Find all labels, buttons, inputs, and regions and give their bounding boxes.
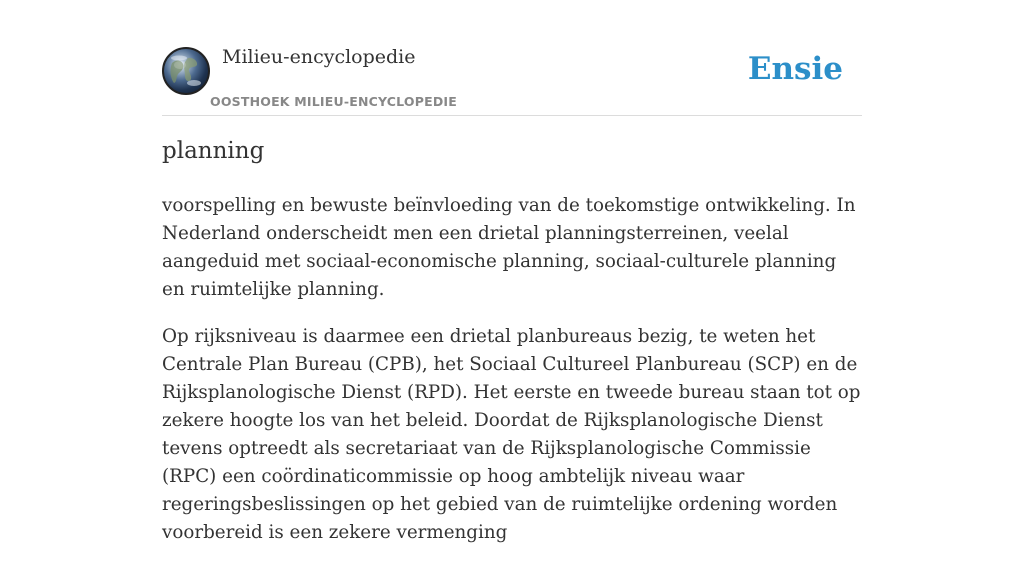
entry-paragraph: Op rijksniveau is daarmee een drietal planbureaus bezig, te weten het Centrale Plan Bureau (CPB), het Sociaal Cultureel Planbureau (SCP) en de Rijksplanologische Dienst (RPD). Het eerste en tweede bureau staan tot op zekere hoogte los van het beleid. Doordat de Rijksplanologische Dienst tevens optreedt als secretariaat van de Rijksplanologische Commissie (RPC) een coördinaticommissie op hoog ambtelijk niveau waar regeringsbeslissingen op het gebied van de ruimtelijke ordening worden voorbereid is een zekere vermenging — [162, 326, 861, 543]
brand-logo[interactable]: Ensie — [747, 51, 843, 87]
earth-globe-icon[interactable] — [162, 47, 210, 95]
entry-paragraph: voorspelling en bewuste beïnvloeding van de toekomstige ontwikkeling. In Nederland onderscheidt men een drietal planningsterreinen, veelal aangeduid met sociaal-economische planning, sociaal-culturele planning en ruimtelijke planning. — [162, 195, 856, 300]
entry-title: planning — [162, 138, 265, 164]
source-subtitle[interactable]: OOSTHOEK MILIEU-ENCYCLOPEDIE — [210, 94, 457, 109]
source-title[interactable]: Milieu-encyclopedie — [222, 46, 416, 68]
entry-body — [162, 192, 864, 566]
site-header — [162, 44, 862, 116]
